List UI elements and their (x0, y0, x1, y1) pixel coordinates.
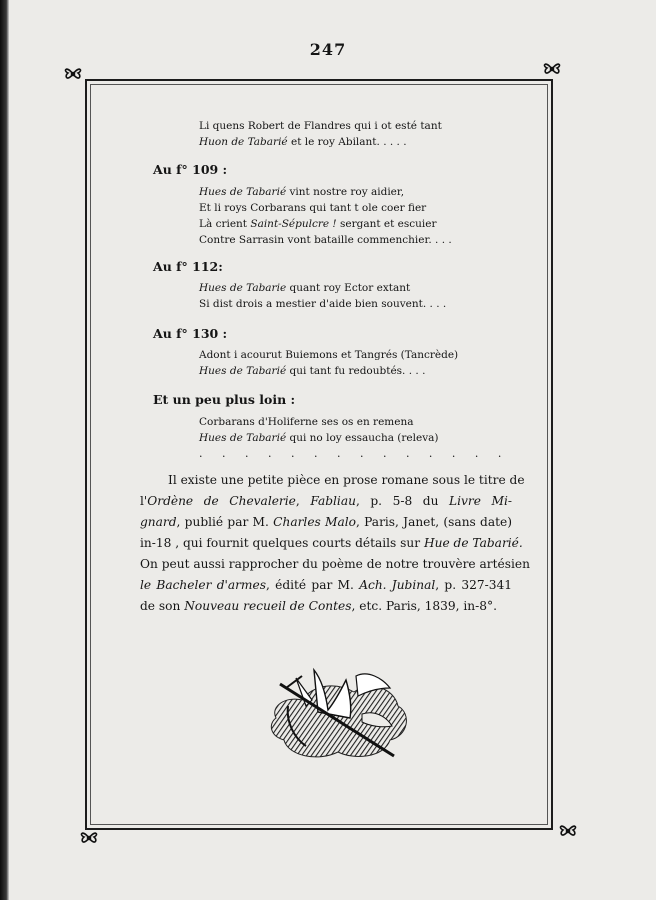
verse-line: Li quens Robert de Flandres qui i ot esté tant (199, 120, 442, 132)
verse-line: Hues de Tabarié vint nostre roy aidier, (199, 186, 405, 198)
prose-line: gnard, publié par M. Charles Malo, Paris, Janet, (sans date) (140, 515, 512, 529)
prose-line: le Bacheler d'armes, édité par M. Ach. Jubinal, p. 327-341 (140, 578, 512, 592)
page-number: 247 (309, 40, 347, 59)
ellipsis-dots: . . . . . . . . . . . . . . (199, 447, 510, 460)
corner-ornament-icon (541, 58, 563, 80)
verse-line: Hues de Tabarie quant roy Ector extant (199, 282, 411, 294)
folio-heading: Et un peu plus loin : (153, 392, 296, 407)
verse-line: Là crient Saint-Sépulcre ! sergant et escuier (199, 218, 437, 230)
prose-paragraph (140, 470, 530, 617)
folio-heading: Au f° 130 : (153, 326, 228, 341)
book-binding-shadow (0, 0, 9, 900)
corner-ornament-icon (62, 63, 84, 85)
verse-line: Hues de Tabarié qui no loy essaucha (releva) (199, 432, 439, 444)
corner-ornament-icon (78, 827, 100, 849)
folio-heading: Au f° 109 : (153, 162, 228, 177)
corner-ornament-icon (557, 820, 579, 842)
prose-line: On peut aussi rapprocher du poème de notre trouvère artésien (140, 557, 530, 571)
verse-line: Et li roys Corbarans qui tant t ole coer fier (199, 202, 427, 214)
verse-line: Si dist drois a mestier d'aide bien souvent. . . . (199, 298, 447, 310)
verse-line: Huon de Tabarié et le roy Abilant. . . . . (199, 136, 407, 148)
verse-line: Hues de Tabarié qui tant fu redoubtés. . . . (199, 365, 426, 377)
prose-line: de son Nouveau recueil de Contes, etc. Paris, 1839, in-8°. (140, 599, 497, 613)
folio-heading: Au f° 112: (153, 259, 223, 274)
verse-line: Corbarans d'Holiferne ses os en remena (199, 416, 414, 428)
verse-line: Contre Sarrasin vont bataille commenchier. . . . (199, 234, 452, 246)
prose-line: l'Ordène de Chevalerie, Fabliau, p. 5-8 du Livre Mi- (140, 494, 513, 508)
vignette-engraving-icon (266, 666, 414, 764)
verse-line: Adont i acourut Buiemons et Tangrés (Tancrède) (199, 349, 459, 361)
prose-line: Il existe une petite pièce en prose romane sous le titre de (168, 473, 525, 487)
prose-line: in-18 , qui fournit quelques courts détails sur Hue de Tabarié. (140, 536, 523, 550)
